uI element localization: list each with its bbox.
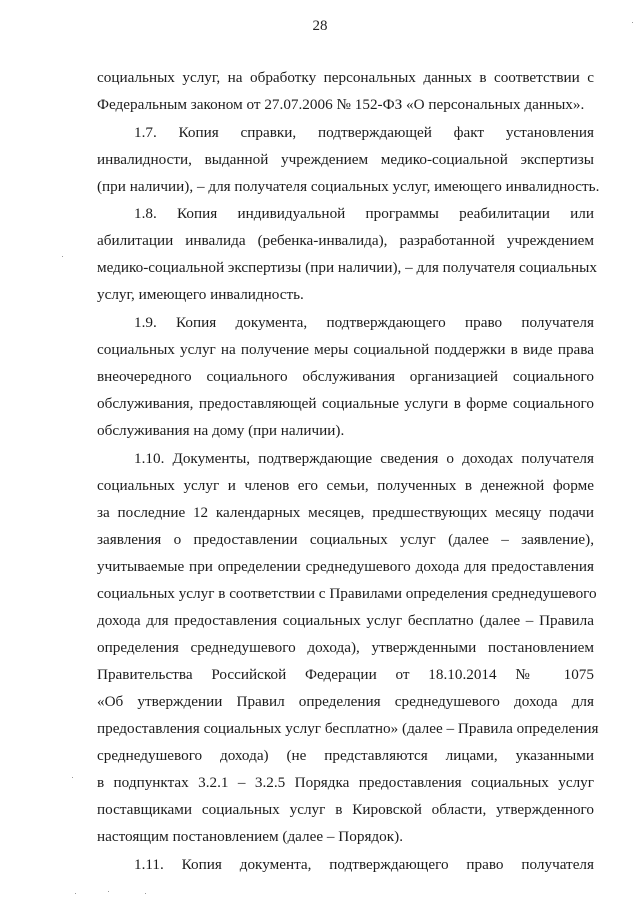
text-line: социальных услуг, на обработку персональных данных в соответствии с	[97, 69, 594, 86]
scan-speck	[72, 777, 73, 778]
text-line: внеочередного социального обслуживания организацией социального	[97, 368, 594, 385]
paragraph-first-line: 1.7. Копия справки, подтверждающей факт установления	[134, 124, 594, 141]
text-line: заявления о предоставлении социальных услуг (далее – заявление),	[97, 531, 594, 548]
text-line: социальных услуг и членов его семьи, полученных в денежной форме	[97, 477, 594, 494]
text-line: обслуживания, предоставляющей социальные услуги в форме социального	[97, 395, 594, 412]
text-line: медико-социальной экспертизы (при наличии), – для получателя социальных	[97, 259, 597, 276]
text-line: абилитации инвалида (ребенка-инвалида), разработанной учреждением	[97, 232, 594, 249]
scan-speck	[145, 893, 146, 894]
text-line: инвалидности, выданной учреждением медико-социальной экспертизы	[97, 151, 594, 168]
paragraph-first-line: 1.9. Копия документа, подтверждающего право получателя	[134, 314, 594, 331]
text-line: дохода для предоставления социальных услуг бесплатно (далее – Правила	[97, 612, 594, 629]
text-line: социальных услуг в соответствии с Правилами определения среднедушевого	[97, 585, 597, 602]
text-line: обслуживания на дому (при наличии).	[97, 422, 345, 439]
paragraph-first-line: 1.11. Копия документа, подтверждающего право получателя	[134, 856, 594, 873]
text-line: услуг, имеющего инвалидность.	[97, 286, 304, 303]
page-number: 28	[312, 18, 328, 34]
text-line: за последние 12 календарных месяцев, предшествующих месяцу подачи	[97, 504, 594, 521]
paragraph-first-line: 1.10. Документы, подтверждающие сведения о доходах получателя	[134, 450, 594, 467]
text-line: поставщиками социальных услуг в Кировской области, утвержденного	[97, 801, 594, 818]
scan-speck	[632, 22, 633, 23]
text-line: среднедушевого дохода) (не представляются лицами, указанными	[97, 747, 594, 764]
text-line: определения среднедушевого дохода), утвержденными постановлением	[97, 639, 594, 656]
text-line: Федеральным законом от 27.07.2006 № 152-ФЗ «О персональных данных».	[97, 96, 585, 113]
text-line: настоящим постановлением (далее – Порядок).	[97, 828, 403, 845]
text-line: «Об утверждении Правил определения среднедушевого дохода для	[97, 693, 594, 710]
paragraph-first-line: 1.8. Копия индивидуальной программы реабилитации или	[134, 205, 594, 222]
scan-speck	[108, 891, 109, 892]
scan-speck	[62, 256, 63, 257]
text-line: учитываемые при определении среднедушевого дохода для предоставления	[97, 558, 594, 575]
text-line: социальных услуг на получение меры социальной поддержки в виде права	[97, 341, 594, 358]
text-line: Правительства Российской Федерации от 18.10.2014 № 1075	[97, 666, 594, 683]
text-line: (при наличии), – для получателя социальных услуг, имеющего инвалидность.	[97, 178, 600, 195]
text-line: предоставления социальных услуг бесплатно» (далее – Правила определения	[97, 720, 599, 737]
text-line: в подпунктах 3.2.1 – 3.2.5 Порядка предоставления социальных услуг	[97, 774, 594, 791]
scan-speck	[75, 893, 76, 894]
